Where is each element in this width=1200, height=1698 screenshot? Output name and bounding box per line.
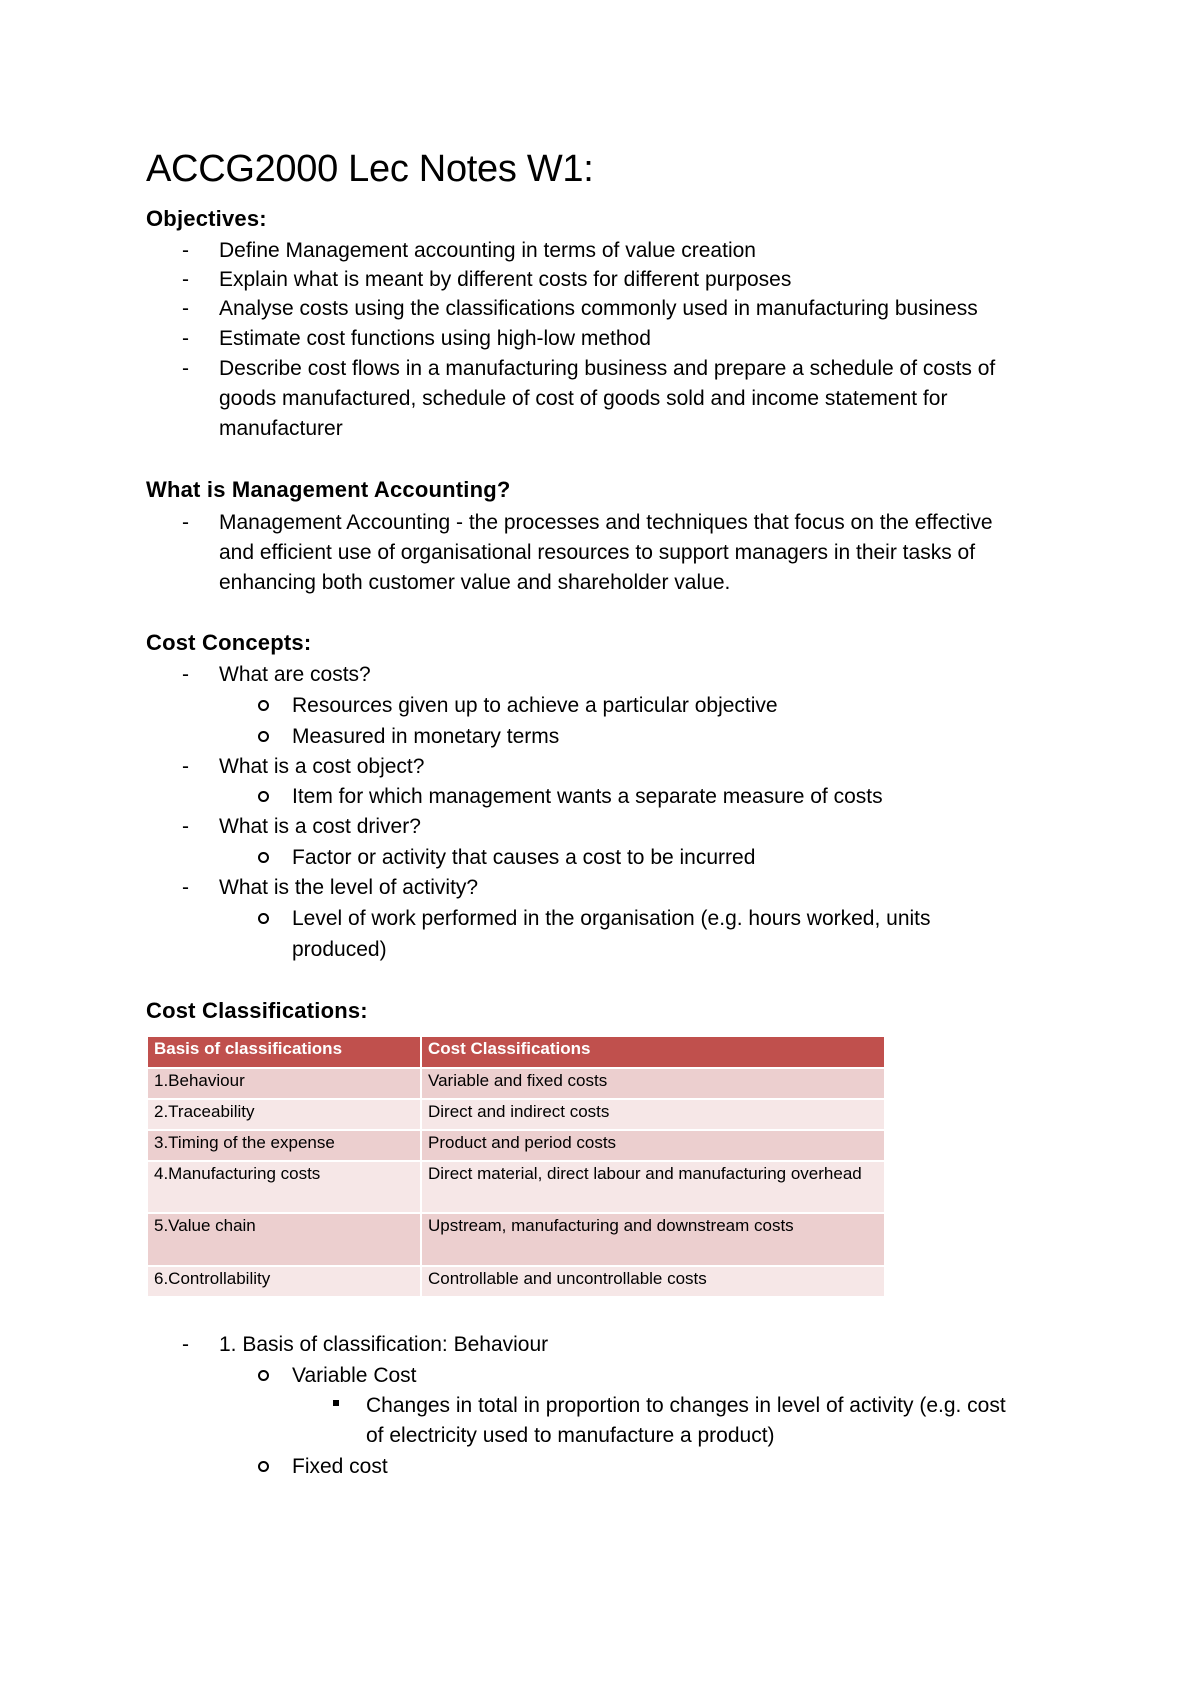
square-bullet-icon	[333, 1400, 339, 1406]
concept-answer: Level of work performed in the organisation (e.g. hours worked, units	[292, 907, 931, 930]
fixed-cost-label: Fixed cost	[292, 1455, 388, 1478]
bullet-dash: -	[182, 268, 189, 291]
concept-answer-cont: produced)	[292, 938, 387, 961]
table-cell: Product and period costs	[421, 1130, 885, 1161]
bullet-dash: -	[182, 815, 189, 838]
objective-item: Estimate cost functions using high-low method	[219, 327, 651, 350]
bullet-dash: -	[182, 357, 189, 380]
concept-answer: Measured in monetary terms	[292, 725, 560, 748]
bullet-dash: -	[182, 511, 189, 534]
cost-concepts-heading: Cost Concepts:	[146, 630, 312, 655]
mgmt-accounting-heading: What is Management Accounting?	[146, 477, 511, 502]
classifications-table	[146, 1035, 886, 1298]
table-row	[147, 1213, 885, 1266]
table-cell: Direct material, direct labour and manufacturing overhead	[421, 1161, 885, 1213]
concept-question: What are costs?	[219, 663, 371, 686]
circle-bullet-icon	[258, 791, 269, 802]
mgmt-definition-cont: and efficient use of organisational resources to support managers in their tasks of	[219, 541, 976, 564]
circle-bullet-icon	[258, 731, 269, 742]
bullet-dash: -	[182, 1333, 189, 1356]
table-row	[147, 1161, 885, 1213]
concept-question: What is the level of activity?	[219, 876, 479, 899]
table-header-cell: Basis of classifications	[147, 1036, 421, 1068]
table-cell: 3.Timing of the expense	[147, 1130, 421, 1161]
table-row	[147, 1266, 885, 1297]
bullet-dash: -	[182, 876, 189, 899]
concept-question: What is a cost driver?	[219, 815, 421, 838]
table-cell: Controllable and uncontrollable costs	[421, 1266, 885, 1297]
bullet-dash: -	[182, 239, 189, 262]
bullet-dash: -	[182, 327, 189, 350]
table-header-cell: Cost Classifications	[421, 1036, 885, 1068]
objectives-heading: Objectives:	[146, 206, 267, 231]
objective-item: Describe cost flows in a manufacturing business and prepare a schedule of costs of	[219, 357, 996, 380]
behaviour-item: 1. Basis of classification: Behaviour	[219, 1333, 549, 1356]
table-cell: 2.Traceability	[147, 1099, 421, 1130]
table-cell: 6.Controllability	[147, 1266, 421, 1297]
objective-item: Define Management accounting in terms of value creation	[219, 239, 756, 262]
table-cell: Variable and fixed costs	[421, 1068, 885, 1099]
circle-bullet-icon	[258, 913, 269, 924]
mgmt-definition-cont: enhancing both customer value and shareholder value.	[219, 571, 731, 594]
bullet-dash: -	[182, 755, 189, 778]
circle-bullet-icon	[258, 852, 269, 863]
table-cell: 5.Value chain	[147, 1213, 421, 1266]
cost-classifications-heading: Cost Classifications:	[146, 998, 368, 1023]
mgmt-definition: Management Accounting - the processes and techniques that focus on the effective	[219, 511, 993, 534]
table-cell: Upstream, manufacturing and downstream costs	[421, 1213, 885, 1266]
variable-cost-desc: Changes in total in proportion to changes in level of activity (e.g. cost	[366, 1394, 1006, 1417]
table-header-row	[147, 1036, 885, 1068]
concept-answer: Resources given up to achieve a particular objective	[292, 694, 778, 717]
bullet-dash: -	[182, 663, 189, 686]
objective-item-cont: goods manufactured, schedule of cost of goods sold and income statement for	[219, 387, 948, 410]
table-cell: 4.Manufacturing costs	[147, 1161, 421, 1213]
concept-answer: Item for which management wants a separate measure of costs	[292, 785, 883, 808]
variable-cost-desc-cont: of electricity used to manufacture a product)	[366, 1424, 775, 1447]
objective-item: Explain what is meant by different costs for different purposes	[219, 268, 792, 291]
objective-item-cont: manufacturer	[219, 417, 343, 440]
concept-question: What is a cost object?	[219, 755, 425, 778]
bullet-dash: -	[182, 297, 189, 320]
page-title: ACCG2000 Lec Notes W1:	[146, 148, 594, 190]
circle-bullet-icon	[258, 1461, 269, 1472]
circle-bullet-icon	[258, 700, 269, 711]
table-cell: Direct and indirect costs	[421, 1099, 885, 1130]
concept-answer: Factor or activity that causes a cost to be incurred	[292, 846, 756, 869]
variable-cost-label: Variable Cost	[292, 1364, 417, 1387]
objective-item: Analyse costs using the classifications commonly used in manufacturing business	[219, 297, 978, 320]
circle-bullet-icon	[258, 1370, 269, 1381]
table-row	[147, 1099, 885, 1130]
table-row	[147, 1130, 885, 1161]
table-cell: 1.Behaviour	[147, 1068, 421, 1099]
table-row	[147, 1068, 885, 1099]
